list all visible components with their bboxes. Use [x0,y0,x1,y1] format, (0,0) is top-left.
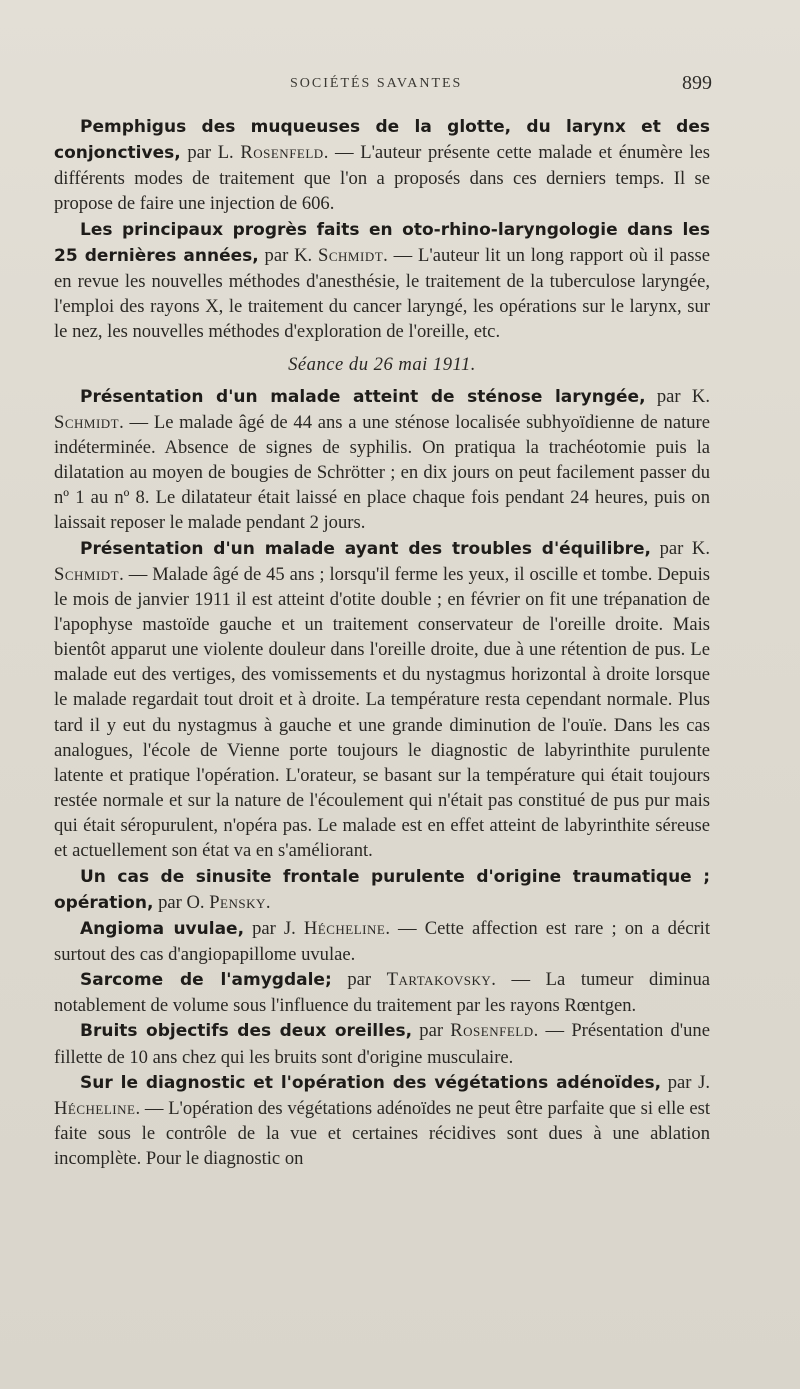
entry-text: . — Présentation d'une fillette de 10 ans chez qui les bruits sont d'origine musculaire. [54,1020,710,1068]
entry-author: Hécheline [54,1097,136,1119]
entry-by: par [331,969,387,991]
entry-by: par K. [258,244,319,266]
session-heading: Séance du 26 mai 1911. [288,354,476,376]
entry-text: . — Cette affection est rare ; on a décrit surtout des cas d'angiopapillome uvulae. [54,917,710,965]
entry-title: Angioma uvulae, [80,918,245,939]
entry-paragraph [54,536,710,864]
entry-by: par L. [180,142,241,164]
running-title: SOCIÉTÉS SAVANTES [290,76,463,91]
entry-author: Hécheline [303,917,386,939]
page-header [82,72,712,98]
entry-title: Présentation d'un malade atteint de sténose laryngée, [80,386,646,407]
entry-paragraph [54,384,710,536]
entry-text: . — L'opération des végétations adénoïdes ne peut être parfaite que si elle est faite sous le contrôle de la vue et certaines récidives sont dues à une ablation incomplète. Pour le diagnostic on [54,1097,710,1170]
entry-by: par J. [244,917,304,939]
entry-title: Pemphigus des muqueuses de la glotte, du larynx et des conjonctives, [54,117,710,164]
entry-author: Schmidt [54,411,120,433]
entry-title: Bruits objectifs des deux oreilles, [80,1021,413,1042]
entry-paragraph [54,967,710,1018]
entry-by: par J. [661,1071,710,1093]
entry-author: Rosenfeld [450,1020,534,1042]
entry-author: Pensky [209,891,266,913]
entry-by: par [412,1020,451,1042]
entry-author: Schmidt [54,563,120,585]
entry-title: Présentation d'un malade ayant des troubles d'équilibre, [80,538,652,559]
article-body [54,114,710,1171]
entry-text: . — L'auteur présente cette malade et énumère les différents modes de traitement que l'on a proposés dans ces derniers temps. Il se propose de faire une injection de 606. [54,142,710,215]
page-number: 899 [682,72,712,94]
entry-paragraph [54,1070,710,1172]
entry-paragraph [54,864,710,916]
entry-paragraph [54,916,710,967]
entry-text: . — La tumeur diminua notablement de volume sous l'influence du traitement par les rayons Rœntgen. [54,969,710,1017]
entry-text: . — L'auteur lit un long rapport où il passe en revue les nouvelles méthodes d'anesthésie, le traitement de la tuberculose laryngée, l'emploi des rayons X, le traitement du cancer laryngé, les opérations sur le larynx, sur le nez, les nouvelles méthodes d'exploration de l'oreille, etc. [54,244,710,343]
entry-title: Les principaux progrès faits en oto-rhino-laryngologie dans les 25 dernières années, [54,219,710,266]
entry-title: Sarcome de l'amygdale; [80,970,332,991]
entry-by: par K. [651,537,710,559]
entry-text: . — Malade âgé de 45 ans ; lorsqu'il ferme les yeux, il oscille et tombe. Depuis le mois de janvier 1911 il est atteint d'otite double ; en février on fit une trépanation de l'apophyse mastoïde gauche et un traitement conservateur de l'oreille droite. Mais bientôt apparut une violente douleur dans l'oreille droite, due à une rétention de pus. Le malade eut des vertiges, des vomissements et du nystagmus horizontal à droite lorsque le malade regardait tout droit et à droite. La température resta cependant normale. Plus tard il y eut du nystagmus à gauche et une grande diminution de l'ouïe. Dans les cas analogues, l'école de Vienne porte toujours le diagnostic de labyrinthite purulente latente et pratique l'opération. L'orateur, se basant sur la température qui était toujours restée normale et sur la nature de l'écoulement qui n'était pas constitué de pus pur mais qui était séropurulent, n'opéra pas. Le malade est en effet atteint de labyrinthite séreuse et actuellement son état va en s'améliorant. [54,563,710,862]
entry-title: Un cas de sinusite frontale purulente d'origine traumatique ; opération, [54,866,710,913]
entry-by: par K. [645,385,710,407]
entry-by: par O. [153,891,210,913]
entry-author: Schmidt [318,244,384,266]
entry-text: . — Le malade âgé de 44 ans a une sténose localisée subhyoïdienne de nature indéterminée. Absence de signes de syphilis. On pratiqua la trachéotomie puis la dilatation au moyen de bougies de Schrötter ; en dix jours on peut facilement passer du nº 1 au nº 8. Le dilatateur était laissé en place chaque fois pendant 24 heures, puis on laissait reposer le malade pendant 2 jours. [54,411,710,534]
entry-title: Sur le diagnostic et l'opération des végétations adénoïdes, [80,1072,662,1093]
entry-author: Tartakovsky [386,969,492,991]
entry-paragraph [54,1018,710,1069]
entry-author: Rosenfeld [240,142,324,164]
entry-paragraph [54,114,710,217]
entry-paragraph [54,217,710,345]
entry-text: . [265,891,271,913]
